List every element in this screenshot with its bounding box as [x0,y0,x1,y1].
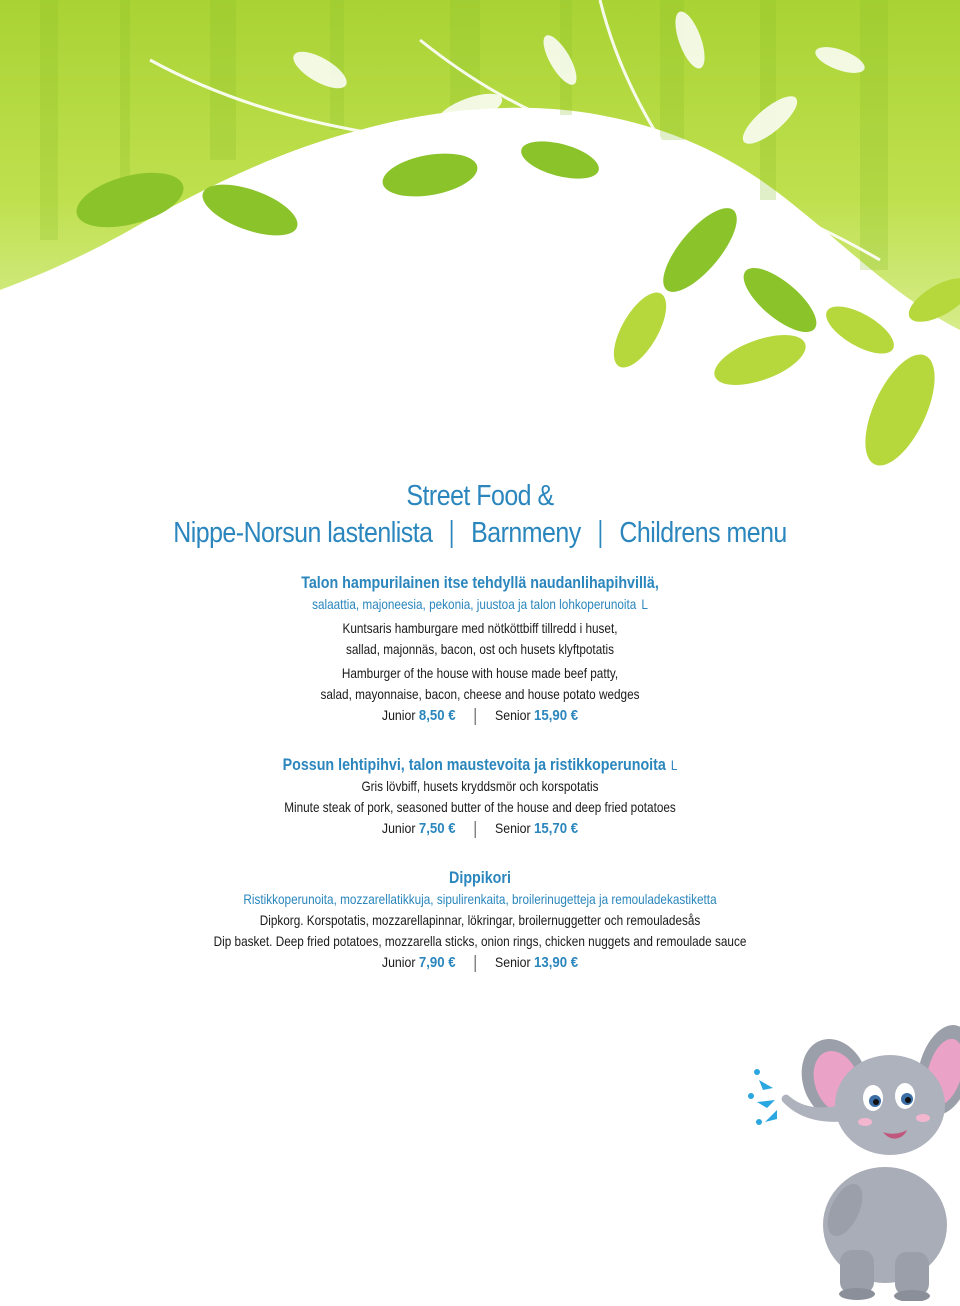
item-title [77,754,883,776]
junior-price: 7,50 € [418,820,456,837]
price-row [58,705,903,726]
senior-label: Senior [495,820,531,836]
senior-price: 15,70 € [534,820,579,837]
price-divider [475,955,476,972]
title-divider [599,520,601,548]
lactose-free-tag: L [670,757,678,773]
junior-label: Junior [381,954,416,970]
item-desc-sv: Kuntsaris hamburgare med nötköttbiff tillredd i huset, [342,620,618,636]
senior-price: 13,90 € [534,954,579,971]
junior-price: 8,50 € [418,707,456,724]
elephant-mascot-icon [745,1010,960,1301]
leaf-branch-illustration [0,0,960,480]
item-desc-en: Minute steak of pork, seasoned butter of the house and deep fried potatoes [284,799,676,815]
title-divider [451,520,453,548]
junior-label: Junior [381,820,416,836]
title-fi: Nippe-Norsun lastenlista [173,517,433,549]
item-desc-fi [77,594,883,615]
item-title-text: Possun lehtipihvi, talon maustevoita ja ristikkoperunoita [282,755,666,774]
menu-item-burger [0,572,960,726]
item-title: Dippikori [449,868,511,887]
item-desc-sv: Gris lövbiff, husets kryddsmör och korspotatis [361,778,599,794]
price-row [58,952,903,973]
desc-text: salaattia, majoneesia, pekonia, juustoa ja talon lohkoperunoita [312,596,637,612]
title-en: Childrens menu [619,517,787,549]
item-desc-sv: sallad, majonnäs, bacon, ost och husets klyftpotatis [345,641,615,657]
price-divider [475,708,476,725]
item-title: Talon hampurilainen itse tehdyllä naudanlihapihvillä, [301,573,659,592]
lactose-free-tag: L [641,596,648,612]
leaf-banner [0,0,960,480]
menu-content [0,478,960,973]
item-desc-en: Hamburger of the house with house made beef patty, [341,665,619,681]
price-divider [475,821,476,838]
item-desc-fi: Ristikkoperunoita, mozzarellatikkuja, sipulirenkaita, broilerinugetteja ja remouladekastiketta [243,891,717,907]
item-desc-sv: Dipkorg. Korspotatis, mozzarellapinnar, lökringar, broilernuggetter och remouladesås [259,912,701,928]
senior-label: Senior [495,707,531,723]
menu-title-line2 [67,515,893,552]
menu-title-line1: Street Food & [406,480,554,512]
menu-item-dip-basket [0,867,960,973]
price-row [58,818,903,839]
item-desc-en: salad, mayonnaise, bacon, cheese and house potato wedges [320,686,640,702]
junior-price: 7,90 € [418,954,456,971]
title-sv: Barnmeny [471,517,581,549]
senior-label: Senior [495,954,531,970]
senior-price: 15,90 € [534,707,579,724]
menu-item-pork [0,754,960,839]
item-desc-en: Dip basket. Deep fried potatoes, mozzarella sticks, onion rings, chicken nuggets and remoulade sauce [213,933,747,949]
junior-label: Junior [381,707,416,723]
